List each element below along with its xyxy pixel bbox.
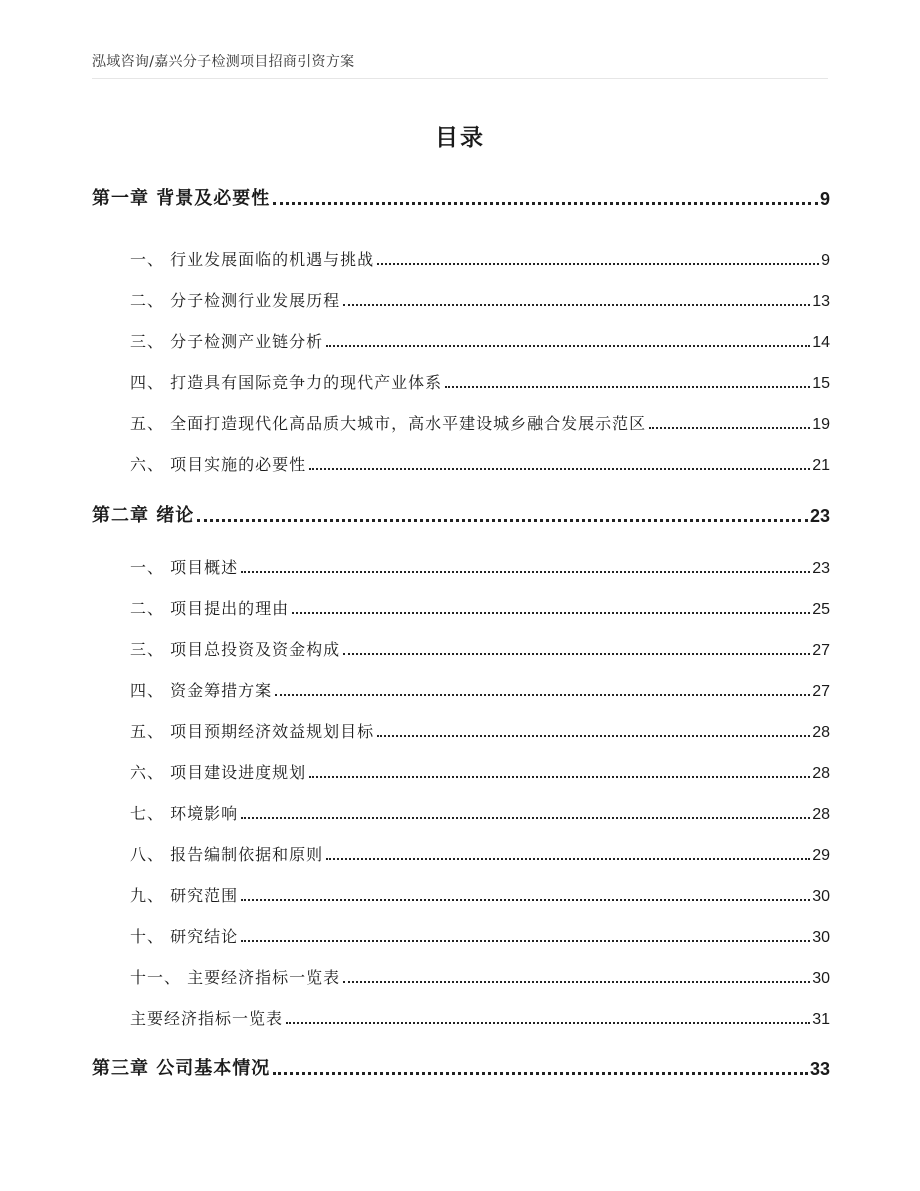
toc-page-number: 19	[812, 416, 830, 433]
dot-leader	[241, 899, 810, 901]
toc-label: 第二章 绪论	[92, 505, 195, 526]
toc-entry[interactable]	[92, 960, 830, 988]
toc-page-number: 21	[812, 457, 830, 474]
toc-page-number: 23	[809, 506, 830, 526]
dot-leader	[377, 263, 819, 265]
toc-page-number: 15	[812, 375, 830, 392]
toc-label: 第三章 公司基本情况	[92, 1058, 271, 1079]
toc-entry[interactable]	[92, 591, 830, 619]
toc-label: 四、 打造具有国际竞争力的现代产业体系	[130, 373, 443, 392]
dot-leader	[326, 345, 810, 347]
toc-page-number: 29	[812, 847, 830, 864]
dot-leader	[241, 817, 810, 819]
toc-entry[interactable]	[92, 550, 830, 578]
dot-leader	[343, 981, 810, 983]
toc-label: 十、 研究结论	[130, 927, 239, 946]
toc-label: 三、 分子检测产业链分析	[130, 332, 324, 351]
toc-page-number: 27	[812, 642, 830, 659]
toc-label: 三、 项目总投资及资金构成	[130, 640, 341, 659]
dot-leader	[275, 694, 810, 696]
toc-page-number: 9	[819, 189, 830, 209]
toc-entry[interactable]	[92, 447, 830, 475]
toc-label: 五、 全面打造现代化高品质大城市，高水平建设城乡融合发展示范区	[130, 414, 647, 433]
toc-chapter-3[interactable]	[92, 1052, 830, 1080]
toc-page-number: 9	[821, 252, 830, 269]
toc-label: 第一章 背景及必要性	[92, 188, 271, 209]
toc-page-number: 25	[812, 601, 830, 618]
toc-chapter-2[interactable]	[92, 499, 830, 527]
dot-leader	[273, 1072, 808, 1075]
toc-label: 一、 行业发展面临的机遇与挑战	[130, 250, 375, 269]
toc-label: 八、 报告编制依据和原则	[130, 845, 324, 864]
toc-page-number: 28	[812, 724, 830, 741]
toc-entry[interactable]	[92, 919, 830, 947]
toc-entry[interactable]	[92, 755, 830, 783]
toc-entry[interactable]	[92, 878, 830, 906]
toc-entry[interactable]	[92, 365, 830, 393]
dot-leader	[241, 571, 810, 573]
dot-leader	[343, 653, 810, 655]
toc-page-number: 33	[809, 1059, 830, 1079]
dot-leader	[445, 386, 810, 388]
dot-leader	[292, 612, 810, 614]
dot-leader	[343, 304, 810, 306]
page-title: 目录	[435, 125, 485, 151]
toc-page-number: 27	[812, 683, 830, 700]
toc-entry[interactable]	[92, 242, 830, 270]
toc-entry[interactable]	[92, 283, 830, 311]
toc-label: 六、 项目实施的必要性	[130, 455, 307, 474]
toc-page-number: 30	[812, 970, 830, 987]
running-header: 泓域咨询/嘉兴分子检测项目招商引资方案	[92, 54, 355, 70]
toc-page-number: 23	[812, 560, 830, 577]
toc-entry[interactable]	[92, 796, 830, 824]
toc-chapter-1[interactable]	[92, 182, 830, 210]
dot-leader	[649, 427, 810, 429]
toc-entry[interactable]	[92, 673, 830, 701]
toc-label: 二、 分子检测行业发展历程	[130, 291, 341, 310]
toc-page-number: 30	[812, 929, 830, 946]
toc-page-number: 14	[812, 334, 830, 351]
toc-label: 四、 资金筹措方案	[130, 681, 273, 700]
toc-entry[interactable]	[92, 406, 830, 434]
toc-label: 九、 研究范围	[130, 886, 239, 905]
toc-label: 五、 项目预期经济效益规划目标	[130, 722, 375, 741]
header-divider	[92, 78, 828, 79]
dot-leader	[241, 940, 810, 942]
dot-leader	[377, 735, 810, 737]
dot-leader	[273, 202, 818, 205]
toc-entry[interactable]	[92, 714, 830, 742]
toc-entry[interactable]	[92, 1001, 830, 1029]
dot-leader	[326, 858, 810, 860]
toc-entry[interactable]	[92, 324, 830, 352]
toc-page-number: 30	[812, 888, 830, 905]
toc-label: 二、 项目提出的理由	[130, 599, 290, 618]
toc-label: 主要经济指标一览表	[130, 1009, 284, 1028]
toc-label: 七、 环境影响	[130, 804, 239, 823]
dot-leader	[309, 468, 810, 470]
toc-entry[interactable]	[92, 632, 830, 660]
dot-leader	[286, 1022, 810, 1024]
dot-leader	[197, 519, 808, 522]
toc-page-number: 13	[812, 293, 830, 310]
toc-label: 六、 项目建设进度规划	[130, 763, 307, 782]
toc-page-number: 28	[812, 806, 830, 823]
toc-page-number: 28	[812, 765, 830, 782]
toc-entry[interactable]	[92, 837, 830, 865]
toc-label: 一、 项目概述	[130, 558, 239, 577]
toc-page-number: 31	[812, 1011, 830, 1028]
dot-leader	[309, 776, 810, 778]
toc-label: 十一、 主要经济指标一览表	[130, 968, 341, 987]
